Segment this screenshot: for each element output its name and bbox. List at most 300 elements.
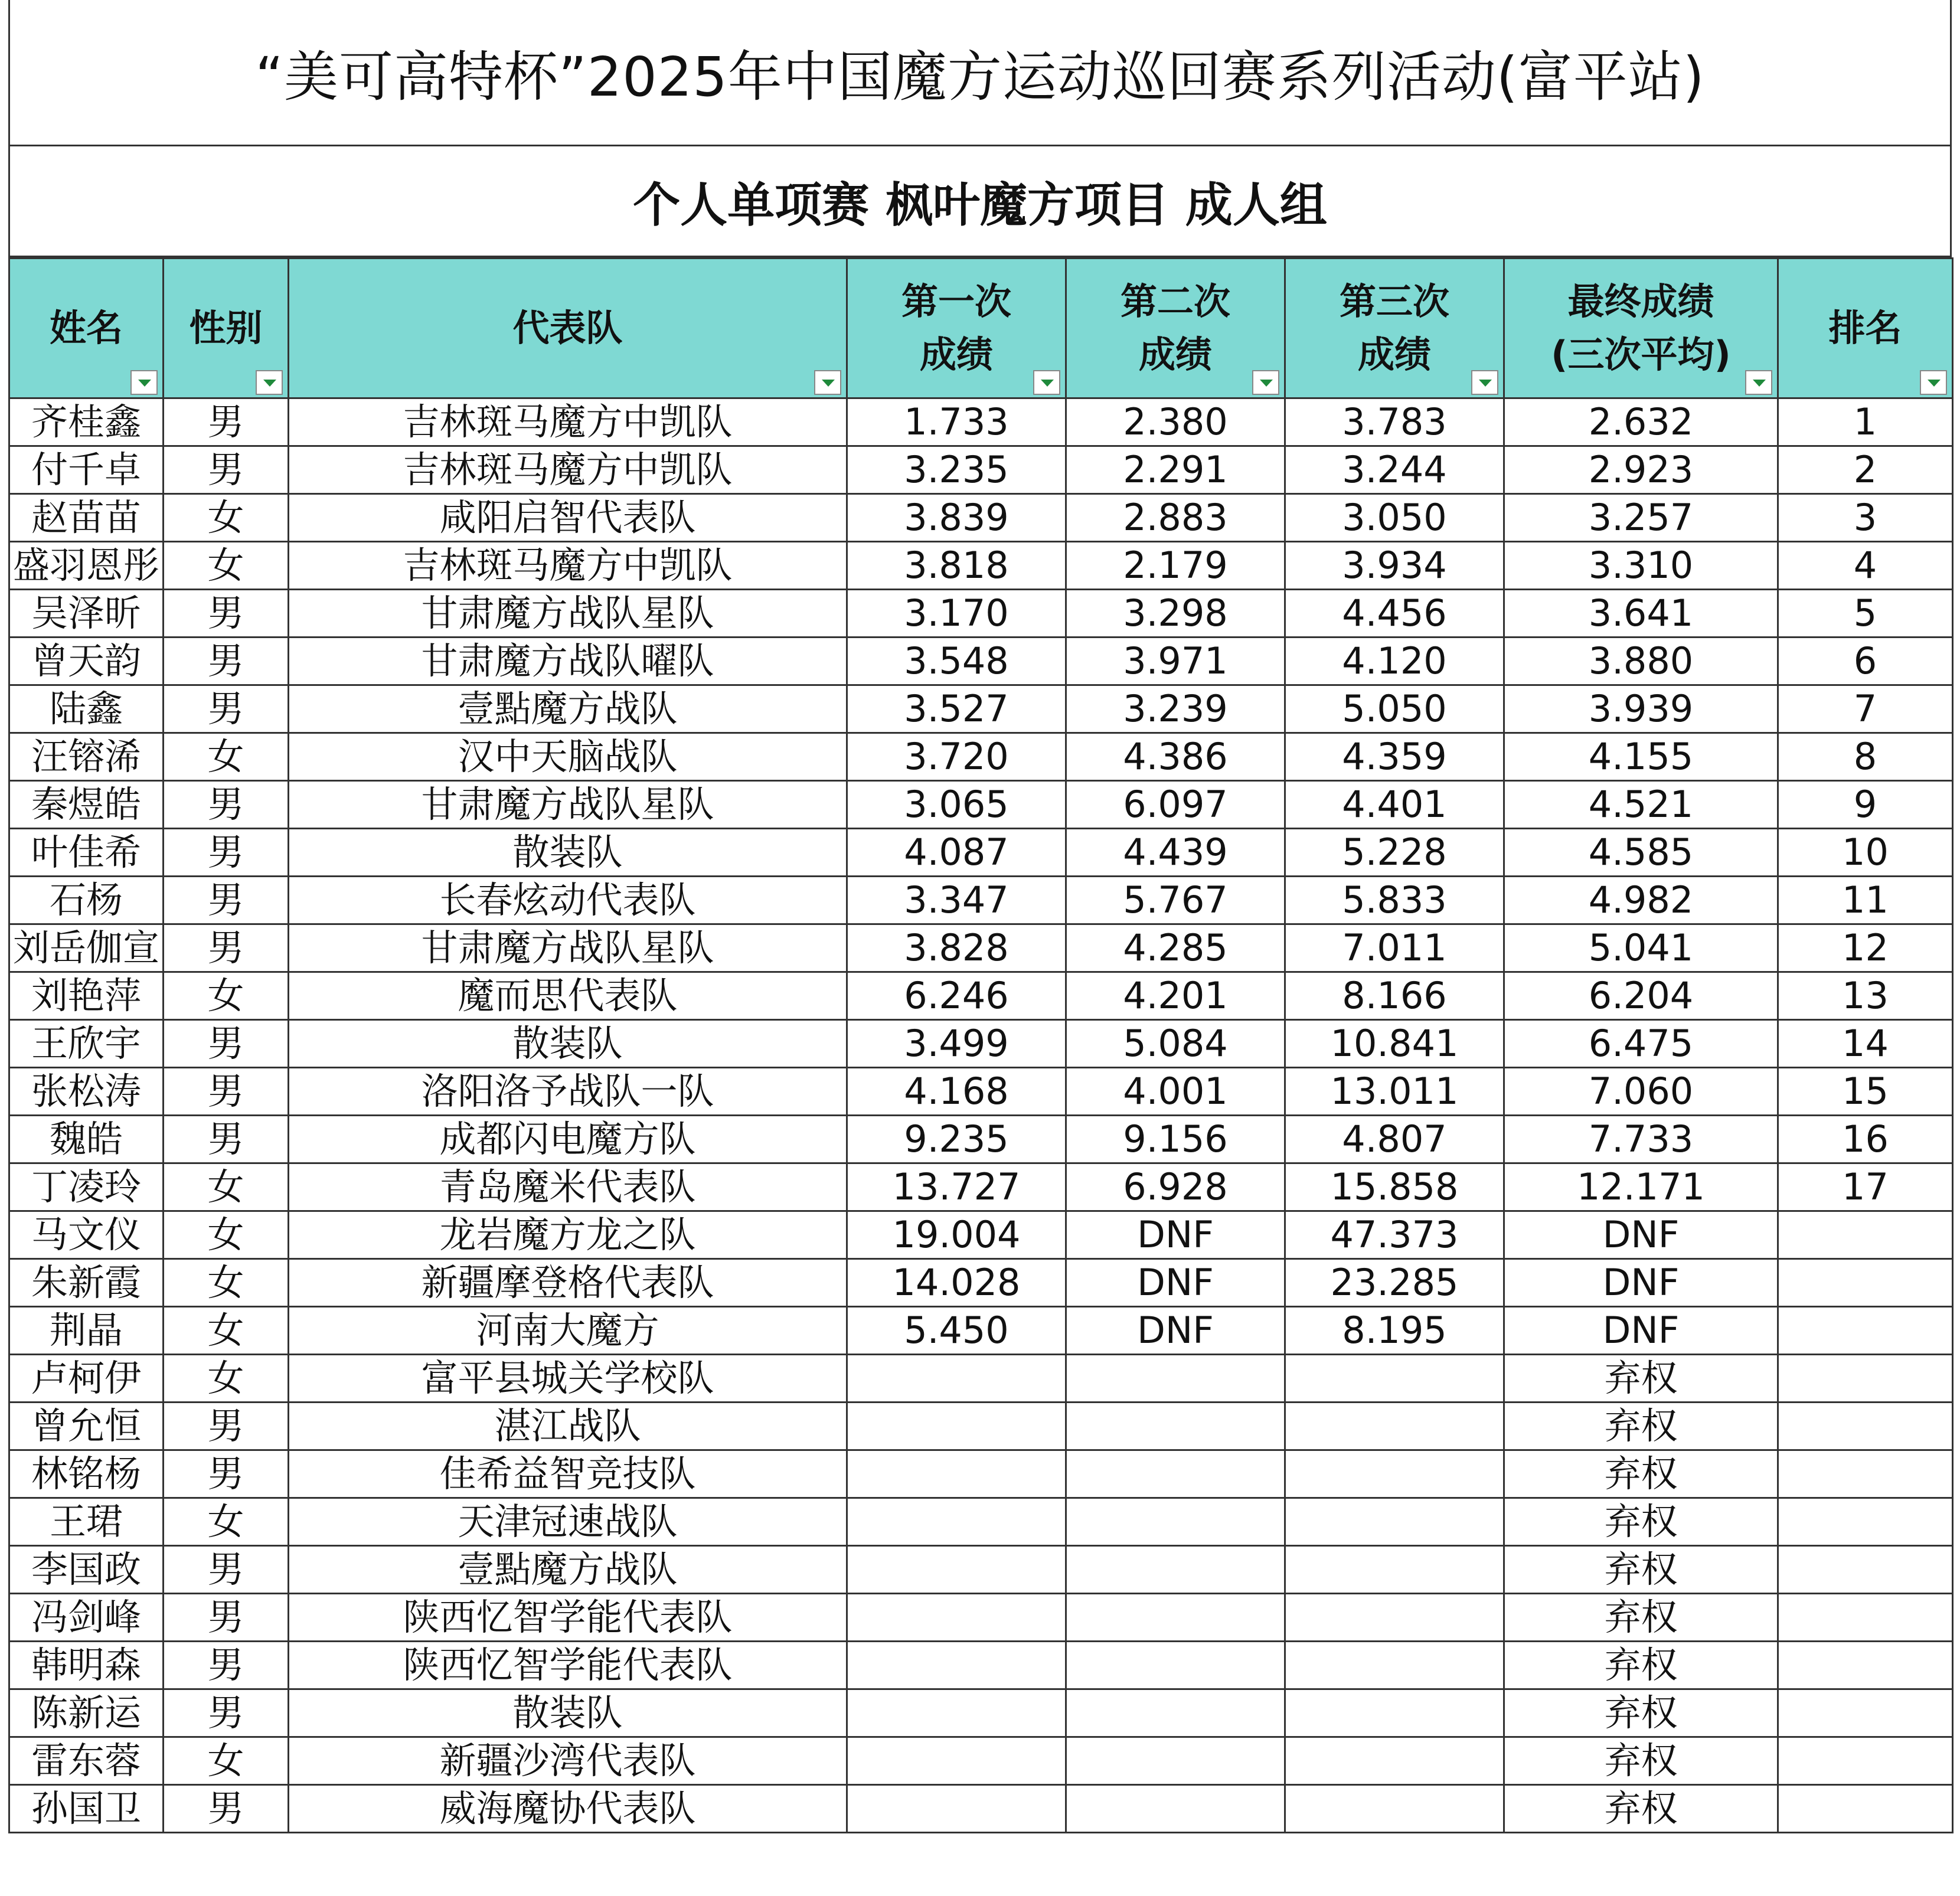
cell-name: 汪镕浠 — [9, 733, 164, 781]
cell-attempt-1 — [847, 1403, 1066, 1450]
cell-final: 弃权 — [1504, 1785, 1778, 1833]
cell-attempt-1: 1.733 — [847, 398, 1066, 446]
cell-final: 3.880 — [1504, 638, 1778, 685]
cell-final: DNF — [1504, 1259, 1778, 1307]
cell-attempt-1: 3.839 — [847, 494, 1066, 542]
cell-attempt-3: 7.011 — [1285, 924, 1504, 972]
cell-final: 6.204 — [1504, 972, 1778, 1020]
cell-team: 甘肃魔方战队星队 — [289, 590, 847, 638]
cell-attempt-3: 8.195 — [1285, 1307, 1504, 1355]
cell-attempt-2: DNF — [1066, 1211, 1285, 1259]
cell-gender: 男 — [164, 398, 289, 446]
cell-team: 河南大魔方 — [289, 1307, 847, 1355]
cell-rank: 13 — [1778, 972, 1953, 1020]
cell-team: 成都闪电魔方队 — [289, 1116, 847, 1163]
cell-name: 刘岳伽宣 — [9, 924, 164, 972]
table-row — [9, 1068, 1953, 1116]
col-header-attempt-1-line2: 成绩 — [919, 333, 993, 376]
cell-team: 湛江战队 — [289, 1403, 847, 1450]
cell-attempt-3 — [1285, 1594, 1504, 1642]
cell-rank — [1778, 1689, 1953, 1737]
cell-final: 弃权 — [1504, 1642, 1778, 1689]
cell-gender: 男 — [164, 1546, 289, 1594]
cell-team: 龙岩魔方龙之队 — [289, 1211, 847, 1259]
cell-rank — [1778, 1355, 1953, 1403]
cell-rank — [1778, 1259, 1953, 1307]
cell-gender: 男 — [164, 685, 289, 733]
table-row — [9, 685, 1953, 733]
cell-name: 张松涛 — [9, 1068, 164, 1116]
cell-team: 新疆摩登格代表队 — [289, 1259, 847, 1307]
cell-attempt-3: 10.841 — [1285, 1020, 1504, 1068]
cell-rank — [1778, 1546, 1953, 1594]
cell-attempt-2 — [1066, 1403, 1285, 1450]
cell-attempt-3: 4.807 — [1285, 1116, 1504, 1163]
cell-final: 4.155 — [1504, 733, 1778, 781]
cell-final: 4.982 — [1504, 877, 1778, 924]
cell-final: 4.585 — [1504, 829, 1778, 877]
cell-final: 3.310 — [1504, 542, 1778, 590]
cell-attempt-3: 13.011 — [1285, 1068, 1504, 1116]
table-row — [9, 1355, 1953, 1403]
cell-name: 荆晶 — [9, 1307, 164, 1355]
cell-gender: 女 — [164, 1737, 289, 1785]
cell-team: 陕西忆智学能代表队 — [289, 1642, 847, 1689]
cell-final: DNF — [1504, 1211, 1778, 1259]
cell-name: 曾允恒 — [9, 1403, 164, 1450]
cell-attempt-2: 4.386 — [1066, 733, 1285, 781]
cell-attempt-3: 15.858 — [1285, 1163, 1504, 1211]
cell-team: 洛阳洛予战队一队 — [289, 1068, 847, 1116]
cell-attempt-1: 3.548 — [847, 638, 1066, 685]
cell-attempt-1 — [847, 1642, 1066, 1689]
cell-team: 汉中天脑战队 — [289, 733, 847, 781]
cell-attempt-1: 4.087 — [847, 829, 1066, 877]
cell-team: 甘肃魔方战队星队 — [289, 781, 847, 829]
cell-name: 叶佳希 — [9, 829, 164, 877]
cell-team: 长春炫动代表队 — [289, 877, 847, 924]
col-header-attempt-1 — [847, 259, 1066, 398]
cell-gender: 男 — [164, 1450, 289, 1498]
cell-name: 冯剑峰 — [9, 1594, 164, 1642]
filter-dropdown-icon[interactable] — [1745, 370, 1772, 395]
cell-final: 弃权 — [1504, 1403, 1778, 1450]
cell-rank: 1 — [1778, 398, 1953, 446]
cell-final: 弃权 — [1504, 1450, 1778, 1498]
cell-rank — [1778, 1403, 1953, 1450]
cell-name: 曾天韵 — [9, 638, 164, 685]
col-header-team — [289, 259, 847, 398]
cell-final: 2.632 — [1504, 398, 1778, 446]
cell-gender: 男 — [164, 1020, 289, 1068]
cell-rank — [1778, 1450, 1953, 1498]
cell-attempt-2: 5.084 — [1066, 1020, 1285, 1068]
cell-rank — [1778, 1737, 1953, 1785]
cell-rank — [1778, 1498, 1953, 1546]
cell-attempt-3: 4.359 — [1285, 733, 1504, 781]
cell-gender: 女 — [164, 1211, 289, 1259]
cell-name: 韩明森 — [9, 1642, 164, 1689]
cell-attempt-2 — [1066, 1546, 1285, 1594]
cell-attempt-3: 4.401 — [1285, 781, 1504, 829]
cell-rank — [1778, 1642, 1953, 1689]
cell-attempt-2 — [1066, 1642, 1285, 1689]
cell-attempt-2 — [1066, 1498, 1285, 1546]
cell-attempt-2: 3.239 — [1066, 685, 1285, 733]
cell-team: 新疆沙湾代表队 — [289, 1737, 847, 1785]
table-row — [9, 1498, 1953, 1546]
cell-attempt-1: 19.004 — [847, 1211, 1066, 1259]
cell-attempt-3 — [1285, 1498, 1504, 1546]
cell-gender: 女 — [164, 494, 289, 542]
event-title: “美可高特杯”2025年中国魔方运动巡回赛系列活动(富平站) — [8, 0, 1952, 146]
cell-attempt-2 — [1066, 1594, 1285, 1642]
cell-final: 弃权 — [1504, 1594, 1778, 1642]
cell-attempt-1 — [847, 1546, 1066, 1594]
cell-final: 6.475 — [1504, 1020, 1778, 1068]
cell-gender: 男 — [164, 877, 289, 924]
table-row — [9, 1594, 1953, 1642]
cell-attempt-1: 3.170 — [847, 590, 1066, 638]
table-row — [9, 924, 1953, 972]
cell-final: 弃权 — [1504, 1498, 1778, 1546]
results-body — [9, 398, 1953, 1833]
table-row — [9, 972, 1953, 1020]
col-header-attempt-3 — [1285, 259, 1504, 398]
col-header-attempt-1-line1: 第一次 — [901, 280, 1011, 323]
col-header-final — [1504, 259, 1778, 398]
cell-gender: 女 — [164, 972, 289, 1020]
col-header-attempt-3-line2: 成绩 — [1357, 333, 1431, 376]
cell-name: 赵苗苗 — [9, 494, 164, 542]
cell-name: 孙国卫 — [9, 1785, 164, 1833]
cell-gender: 男 — [164, 590, 289, 638]
cell-attempt-1 — [847, 1689, 1066, 1737]
cell-attempt-3 — [1285, 1403, 1504, 1450]
cell-attempt-2: 9.156 — [1066, 1116, 1285, 1163]
cell-team: 壹點魔方战队 — [289, 1546, 847, 1594]
cell-attempt-1: 3.235 — [847, 446, 1066, 494]
cell-attempt-2: 4.439 — [1066, 829, 1285, 877]
cell-gender: 男 — [164, 1068, 289, 1116]
filter-dropdown-icon[interactable] — [814, 370, 841, 395]
table-row — [9, 1116, 1953, 1163]
cell-rank: 6 — [1778, 638, 1953, 685]
cell-attempt-1: 4.168 — [847, 1068, 1066, 1116]
col-header-name-label: 姓名 — [49, 306, 123, 349]
cell-rank: 17 — [1778, 1163, 1953, 1211]
cell-attempt-2: 3.298 — [1066, 590, 1285, 638]
cell-attempt-2: DNF — [1066, 1307, 1285, 1355]
cell-team: 甘肃魔方战队星队 — [289, 924, 847, 972]
cell-attempt-3 — [1285, 1450, 1504, 1498]
cell-name: 秦煜皓 — [9, 781, 164, 829]
cell-name: 盛羽恩彤 — [9, 542, 164, 590]
cell-attempt-3: 3.050 — [1285, 494, 1504, 542]
cell-rank: 12 — [1778, 924, 1953, 972]
cell-attempt-3: 8.166 — [1285, 972, 1504, 1020]
cell-gender: 男 — [164, 1785, 289, 1833]
cell-attempt-1: 5.450 — [847, 1307, 1066, 1355]
cell-attempt-1: 3.818 — [847, 542, 1066, 590]
table-row — [9, 1642, 1953, 1689]
filter-dropdown-icon[interactable] — [1471, 370, 1498, 395]
cell-attempt-3: 3.934 — [1285, 542, 1504, 590]
table-row — [9, 1785, 1953, 1833]
col-header-gender — [164, 259, 289, 398]
cell-gender: 男 — [164, 829, 289, 877]
col-header-attempt-2-line1: 第二次 — [1120, 280, 1230, 323]
cell-attempt-3: 47.373 — [1285, 1211, 1504, 1259]
cell-team: 佳希益智竞技队 — [289, 1450, 847, 1498]
cell-team: 陕西忆智学能代表队 — [289, 1594, 847, 1642]
cell-attempt-3: 5.228 — [1285, 829, 1504, 877]
filter-dropdown-icon[interactable] — [1920, 370, 1947, 395]
cell-rank — [1778, 1307, 1953, 1355]
col-header-team-label: 代表队 — [512, 306, 623, 349]
cell-final: 7.060 — [1504, 1068, 1778, 1116]
cell-attempt-2: 5.767 — [1066, 877, 1285, 924]
col-header-name — [9, 259, 164, 398]
cell-name: 石杨 — [9, 877, 164, 924]
filter-dropdown-icon[interactable] — [256, 370, 283, 395]
cell-attempt-1: 3.499 — [847, 1020, 1066, 1068]
cell-gender: 男 — [164, 781, 289, 829]
cell-attempt-3 — [1285, 1737, 1504, 1785]
table-row — [9, 781, 1953, 829]
cell-attempt-3 — [1285, 1546, 1504, 1594]
cell-final: 弃权 — [1504, 1737, 1778, 1785]
cell-gender: 男 — [164, 1403, 289, 1450]
col-header-attempt-3-line1: 第三次 — [1339, 280, 1449, 323]
cell-attempt-2: 2.291 — [1066, 446, 1285, 494]
col-header-gender-label: 性别 — [189, 306, 263, 349]
cell-attempt-2: 2.883 — [1066, 494, 1285, 542]
cell-attempt-3 — [1285, 1689, 1504, 1737]
cell-gender: 男 — [164, 1116, 289, 1163]
cell-rank: 2 — [1778, 446, 1953, 494]
cell-name: 齐桂鑫 — [9, 398, 164, 446]
cell-team: 散装队 — [289, 1020, 847, 1068]
cell-team: 魔而思代表队 — [289, 972, 847, 1020]
cell-gender: 男 — [164, 638, 289, 685]
cell-gender: 男 — [164, 1642, 289, 1689]
cell-name: 林铭杨 — [9, 1450, 164, 1498]
cell-rank: 15 — [1778, 1068, 1953, 1116]
cell-rank: 5 — [1778, 590, 1953, 638]
cell-attempt-3: 3.783 — [1285, 398, 1504, 446]
cell-gender: 女 — [164, 1307, 289, 1355]
cell-final: 2.923 — [1504, 446, 1778, 494]
cell-gender: 男 — [164, 1689, 289, 1737]
cell-rank: 14 — [1778, 1020, 1953, 1068]
cell-rank: 7 — [1778, 685, 1953, 733]
cell-team: 吉林斑马魔方中凯队 — [289, 446, 847, 494]
cell-final: 12.171 — [1504, 1163, 1778, 1211]
cell-attempt-2: 2.380 — [1066, 398, 1285, 446]
cell-rank — [1778, 1594, 1953, 1642]
cell-gender: 女 — [164, 542, 289, 590]
table-row — [9, 590, 1953, 638]
cell-gender: 女 — [164, 1163, 289, 1211]
col-header-rank — [1778, 259, 1953, 398]
cell-rank: 9 — [1778, 781, 1953, 829]
col-header-final-line2: (三次平均) — [1551, 333, 1731, 376]
cell-final: 3.641 — [1504, 590, 1778, 638]
cell-name: 付千卓 — [9, 446, 164, 494]
cell-team: 威海魔协代表队 — [289, 1785, 847, 1833]
cell-gender: 男 — [164, 924, 289, 972]
cell-attempt-1 — [847, 1737, 1066, 1785]
table-row — [9, 1546, 1953, 1594]
cell-attempt-1: 3.828 — [847, 924, 1066, 972]
cell-team: 吉林斑马魔方中凯队 — [289, 542, 847, 590]
cell-name: 魏皓 — [9, 1116, 164, 1163]
table-row — [9, 1403, 1953, 1450]
cell-name: 雷东蓉 — [9, 1737, 164, 1785]
event-subtitle: 个人单项赛 枫叶魔方项目 成人组 — [8, 146, 1952, 257]
results-table — [8, 257, 1954, 1833]
table-row — [9, 542, 1953, 590]
cell-attempt-1 — [847, 1785, 1066, 1833]
cell-attempt-2 — [1066, 1355, 1285, 1403]
cell-attempt-1: 14.028 — [847, 1259, 1066, 1307]
cell-final: 弃权 — [1504, 1546, 1778, 1594]
cell-attempt-1 — [847, 1450, 1066, 1498]
table-row — [9, 446, 1953, 494]
cell-team: 天津冠速战队 — [289, 1498, 847, 1546]
cell-attempt-2: 4.001 — [1066, 1068, 1285, 1116]
cell-final: 7.733 — [1504, 1116, 1778, 1163]
table-row — [9, 829, 1953, 877]
cell-rank: 16 — [1778, 1116, 1953, 1163]
table-row — [9, 494, 1953, 542]
cell-name: 马文仪 — [9, 1211, 164, 1259]
table-row — [9, 1163, 1953, 1211]
filter-dropdown-icon[interactable] — [130, 370, 158, 395]
cell-final: DNF — [1504, 1307, 1778, 1355]
cell-rank — [1778, 1211, 1953, 1259]
cell-gender: 男 — [164, 446, 289, 494]
cell-final: 3.939 — [1504, 685, 1778, 733]
cell-team: 散装队 — [289, 829, 847, 877]
filter-dropdown-icon[interactable] — [1033, 370, 1060, 395]
table-row — [9, 398, 1953, 446]
cell-team: 咸阳启智代表队 — [289, 494, 847, 542]
cell-attempt-1 — [847, 1498, 1066, 1546]
cell-attempt-3: 23.285 — [1285, 1259, 1504, 1307]
cell-attempt-1: 3.065 — [847, 781, 1066, 829]
table-row — [9, 638, 1953, 685]
col-header-rank-label: 排名 — [1828, 306, 1902, 349]
table-row — [9, 1737, 1953, 1785]
cell-attempt-1: 3.347 — [847, 877, 1066, 924]
cell-attempt-1: 9.235 — [847, 1116, 1066, 1163]
table-row — [9, 1689, 1953, 1737]
cell-final: 弃权 — [1504, 1689, 1778, 1737]
cell-attempt-2: 4.201 — [1066, 972, 1285, 1020]
cell-attempt-2 — [1066, 1689, 1285, 1737]
cell-gender: 女 — [164, 733, 289, 781]
cell-attempt-3: 4.456 — [1285, 590, 1504, 638]
cell-attempt-2: 6.097 — [1066, 781, 1285, 829]
cell-gender: 女 — [164, 1259, 289, 1307]
cell-final: 弃权 — [1504, 1355, 1778, 1403]
cell-name: 陈新运 — [9, 1689, 164, 1737]
table-row — [9, 877, 1953, 924]
cell-name: 刘艳萍 — [9, 972, 164, 1020]
table-row — [9, 1020, 1953, 1068]
table-row — [9, 1259, 1953, 1307]
cell-rank — [1778, 1785, 1953, 1833]
cell-attempt-1 — [847, 1594, 1066, 1642]
cell-final: 4.521 — [1504, 781, 1778, 829]
cell-attempt-3: 4.120 — [1285, 638, 1504, 685]
cell-name: 陆鑫 — [9, 685, 164, 733]
cell-attempt-2: 3.971 — [1066, 638, 1285, 685]
cell-attempt-3 — [1285, 1355, 1504, 1403]
cell-team: 富平县城关学校队 — [289, 1355, 847, 1403]
cell-team: 散装队 — [289, 1689, 847, 1737]
cell-rank: 3 — [1778, 494, 1953, 542]
cell-attempt-3: 5.833 — [1285, 877, 1504, 924]
cell-attempt-1: 3.720 — [847, 733, 1066, 781]
cell-attempt-2: 2.179 — [1066, 542, 1285, 590]
cell-name: 丁凌玲 — [9, 1163, 164, 1211]
cell-rank: 8 — [1778, 733, 1953, 781]
col-header-attempt-2 — [1066, 259, 1285, 398]
cell-attempt-2: DNF — [1066, 1259, 1285, 1307]
cell-rank: 4 — [1778, 542, 1953, 590]
cell-attempt-3 — [1285, 1785, 1504, 1833]
cell-attempt-1: 6.246 — [847, 972, 1066, 1020]
results-sheet — [8, 0, 1952, 1833]
cell-team: 吉林斑马魔方中凯队 — [289, 398, 847, 446]
cell-final: 5.041 — [1504, 924, 1778, 972]
cell-gender: 男 — [164, 1594, 289, 1642]
cell-attempt-3 — [1285, 1642, 1504, 1689]
cell-rank: 10 — [1778, 829, 1953, 877]
cell-name: 吴泽昕 — [9, 590, 164, 638]
cell-name: 王珺 — [9, 1498, 164, 1546]
cell-attempt-2: 6.928 — [1066, 1163, 1285, 1211]
cell-attempt-2 — [1066, 1450, 1285, 1498]
cell-attempt-3: 5.050 — [1285, 685, 1504, 733]
cell-team: 甘肃魔方战队曜队 — [289, 638, 847, 685]
cell-gender: 女 — [164, 1498, 289, 1546]
cell-attempt-2: 4.285 — [1066, 924, 1285, 972]
cell-name: 朱新霞 — [9, 1259, 164, 1307]
col-header-attempt-2-line2: 成绩 — [1138, 333, 1212, 376]
cell-name: 卢柯伊 — [9, 1355, 164, 1403]
cell-attempt-1 — [847, 1355, 1066, 1403]
table-row — [9, 1450, 1953, 1498]
cell-name: 李国政 — [9, 1546, 164, 1594]
header-row — [9, 259, 1953, 398]
cell-final: 3.257 — [1504, 494, 1778, 542]
cell-attempt-3: 3.244 — [1285, 446, 1504, 494]
cell-name: 王欣宇 — [9, 1020, 164, 1068]
cell-team: 青岛魔米代表队 — [289, 1163, 847, 1211]
cell-attempt-2 — [1066, 1785, 1285, 1833]
table-row — [9, 1211, 1953, 1259]
table-row — [9, 733, 1953, 781]
cell-gender: 女 — [164, 1355, 289, 1403]
filter-dropdown-icon[interactable] — [1252, 370, 1279, 395]
cell-attempt-1: 3.527 — [847, 685, 1066, 733]
col-header-final-line1: 最终成绩 — [1567, 280, 1714, 323]
cell-attempt-2 — [1066, 1737, 1285, 1785]
